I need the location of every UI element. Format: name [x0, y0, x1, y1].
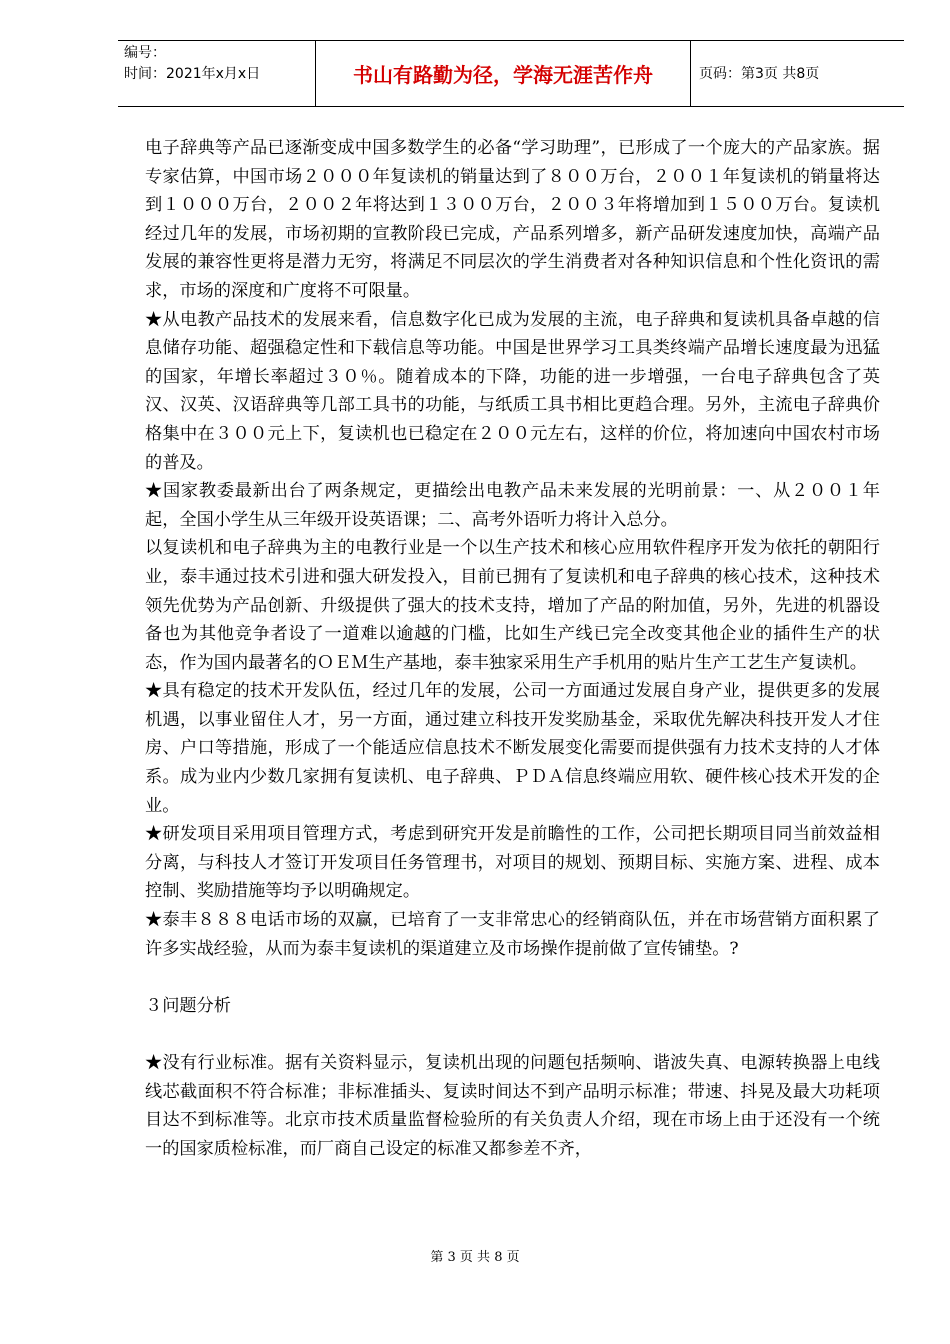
paragraph: ★具有稳定的技术开发队伍，经过几年的发展，公司一方面通过发展自身产业，提供更多的发展机遇，以事业留住人才，另一方面，通过建立科技开发奖励基金，采取优先解决科技开发人才住房、户口等措施，形成了一个能适应信息技术不断发展变化需要而提供强有力技术支持的人才体系。成为业内少数几家拥有复读机、电子辞典、ＰＤＡ信息终端应用软、硬件核心技术开发的企业。: [145, 681, 880, 816]
paragraph: 电子辞典等产品已逐渐变成中国多数学生的必备“学习助理”，已形成了一个庞大的产品家族。据专家估算，中国市场２０００年复读机的销量达到了８００万台，２００１年复读机的销量将达到１０００万台，２００２年将达到１３００万台，２００３年将增加到１５００万台。复读机经过几年的发展，市场初期的宣教阶段已完成，产品系列增多，新产品研发速度加快，高端产品发展的兼容性更将是潜力无穷，将满足不同层次的学生消费者对各种知识信息和个性化资讯的需求，市场的深度和广度将不可限量。: [145, 138, 880, 301]
document-number-label: 编号：: [124, 45, 166, 61]
paragraph: ★泰丰８８８电话市场的双赢，已培育了一支非常忠心的经销商队伍，并在市场营销方面积累了许多实战经验，从而为泰丰复读机的渠道建立及市场操作提前做了宣传铺垫。?: [145, 910, 880, 959]
paragraph: 以复读机和电子辞典为主的电教行业是一个以生产技术和核心应用软件程序开发为依托的朝阳行业，泰丰通过技术引进和强大研发投入，目前已拥有了复读机和电子辞典的核心技术，这种技术领先优势为产品创新、升级提供了强大的技术支持，增加了产品的附加值，另外，先进的机器设备也为其他竞争者设了一道难以逾越的门槛，比如生产线已完全改变其他企业的插件生产的状态，作为国内最著名的ＯＥＭ生产基地，泰丰独家采用生产手机用的贴片生产工艺生产复读机。: [145, 538, 880, 673]
paragraph: ★国家教委最新出台了两条规定，更描绘出电教产品未来发展的光明前景：一、从２００１年起，全国小学生从三年级开设英语课；二、高考外语听力将计入总分。: [145, 481, 880, 530]
page-footer: 第 3 页 共 8 页: [430, 1250, 520, 1265]
header-info-cell: [118, 40, 315, 106]
blank-line: [145, 963, 880, 992]
blank-line: [145, 1020, 880, 1049]
document-time-label: 时间：2021年x月x日: [124, 66, 261, 82]
header-motto: 书山有路勤为径，学海无涯苦作舟: [315, 40, 691, 106]
page-header: [118, 40, 904, 107]
document-body: [145, 134, 880, 1163]
section-heading: ３问题分析: [145, 995, 231, 1016]
paragraph: ★没有行业标准。据有关资料显示，复读机出现的问题包括频响、谐波失真、电源转换器上电线线芯截面积不符合标准；非标准插头、复读时间达不到产品明示标准；带速、抖晃及最大功耗项目达不到标准等。北京市技术质量监督检验所的有关负责人介绍，现在市场上由于还没有一个统一的国家质检标准，而厂商自己设定的标准又都参差不齐，: [145, 1053, 880, 1159]
header-top-rule: [118, 40, 904, 41]
paragraph: ★从电教产品技术的发展来看，信息数字化已成为发展的主流，电子辞典和复读机具备卓越的信息储存功能、超强稳定性和下载信息等功能。中国是世界学习工具类终端产品增长速度最为迅猛的国家，年增长率超过３０％。随着成本的下降，功能的进一步增强，一台电子辞典包含了英汉、汉英、汉语辞典等几部工具书的功能，与纸质工具书相比更趋合理。另外，主流电子辞典价格集中在３００元上下，复读机也已稳定在２００元左右，这样的价位，将加速向中国农村市场的普及。: [145, 309, 880, 473]
header-page-number: 页码：第3页 共8页: [699, 66, 820, 82]
paragraph: ★研发项目采用项目管理方式，考虑到研究开发是前瞻性的工作，公司把长期项目同当前效益相分离，与科技人才签订开发项目任务管理书，对项目的规划、预期目标、实施方案、进程、成本控制、奖励措施等均予以明确规定。: [145, 824, 880, 902]
